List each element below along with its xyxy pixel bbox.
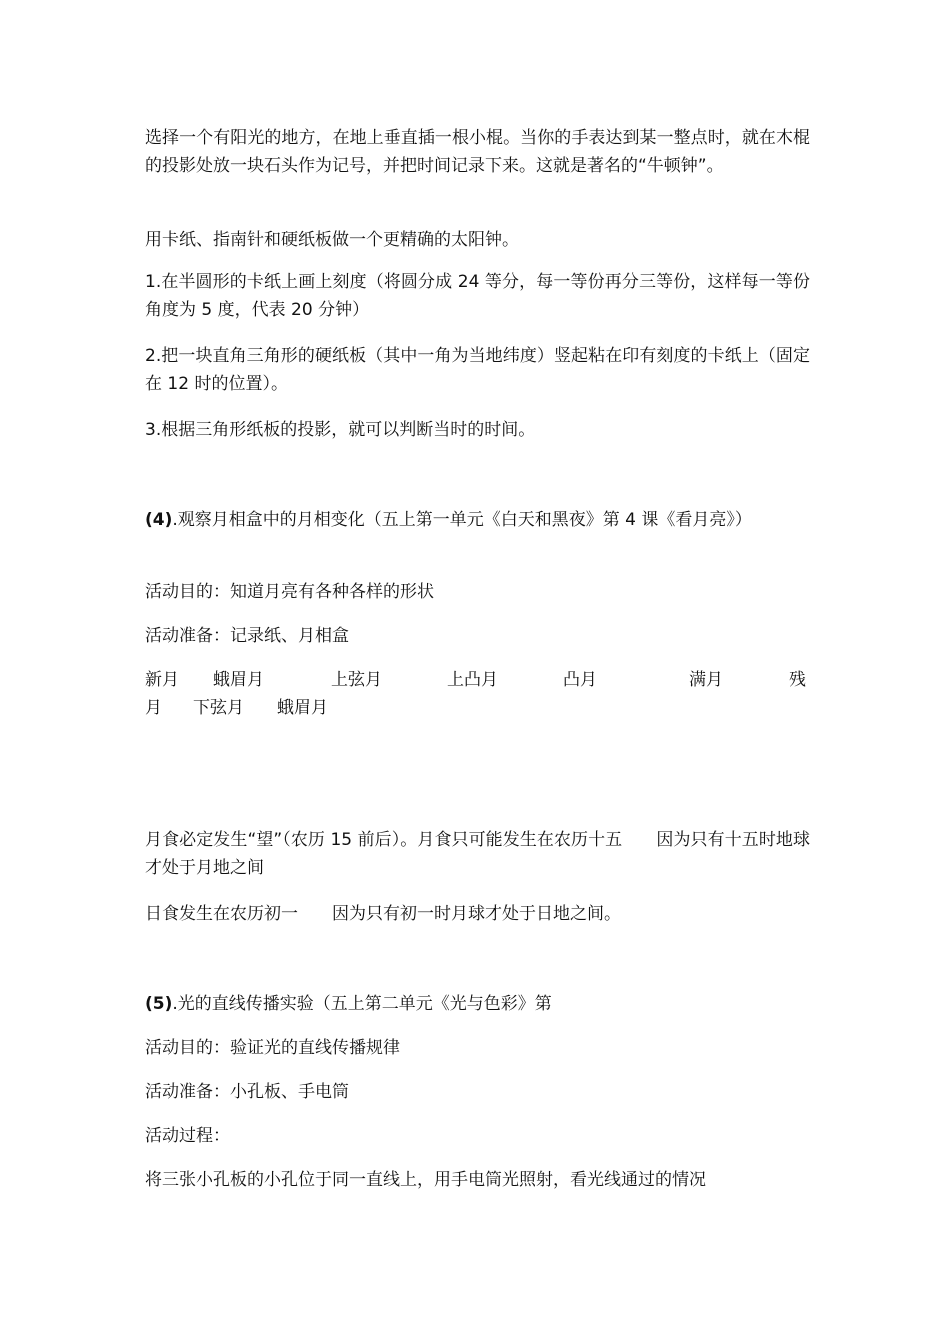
light-activity-goal: 活动目的：验证光的直线传播规律 [145,1038,400,1058]
moon-activity-goal: 活动目的：知道月亮有各种各样的形状 [145,582,434,602]
moon-phase-label: 蛾眉月 [213,670,264,690]
light-section-heading [145,990,810,1018]
moon-phase-label: 月 [145,698,162,718]
moon-section-heading [145,506,810,534]
sundial-intro-paragraph: 选择一个有阳光的地方，在地上垂直插一根小棍。当你的手表达到某一整点时，就在木棍的投影处放一块石头作为记号，并把时间记录下来。这就是著名的“牛顿钟”。 [145,128,810,176]
moon-phase-label: 凸月 [563,670,597,690]
moon-phase-label: 满月 [689,670,723,690]
sundial-step-3: 3.根据三角形纸板的投影，就可以判断当时的时间。 [145,420,536,440]
sundial-better-paragraph: 用卡纸、指南针和硬纸板做一个更精确的太阳钟。 [145,230,519,250]
moon-phase-label: 新月 [145,670,179,690]
solar-eclipse-paragraph: 日食发生在农历初一 因为只有初一时月球才处于日地之间。 [145,904,621,924]
moon-section-number: (4) [145,510,173,530]
light-section-number: (5) [145,994,173,1014]
moon-phase-row-2 [145,694,810,722]
moon-phase-label: 上弦月 [331,670,382,690]
moon-phase-label: 下弦月 [193,698,244,718]
moon-phase-label: 蛾眉月 [277,698,328,718]
moon-activity-prep: 活动准备：记录纸、月相盒 [145,626,349,646]
light-activity-prep: 活动准备：小孔板、手电筒 [145,1082,349,1102]
moon-phase-row-1 [145,666,810,694]
lunar-eclipse-paragraph: 月食必定发生“望”（农历 15 前后）。月食只可能发生在农历十五 因为只有十五时地球才处于月地之间 [145,830,810,878]
sundial-step-1: 1.在半圆形的卡纸上画上刻度（将圆分成 24 等分，每一等份再分三等份，这样每一等份角度为 5 度，代表 20 分钟） [145,272,810,320]
moon-phase-label: 上凸月 [447,670,498,690]
moon-section-title: .观察月相盒中的月相变化（五上第一单元《白天和黑夜》第 4 课《看月亮》） [172,510,752,530]
light-process-paragraph: 将三张小孔板的小孔位于同一直线上，用手电筒光照射，看光线通过的情况 [145,1170,706,1190]
moon-phase-label: 残 [789,670,806,690]
light-process-label: 活动过程： [145,1126,230,1146]
light-section-title: .光的直线传播实验（五上第二单元《光与色彩》第 [172,994,552,1014]
sundial-step-2: 2.把一块直角三角形的硬纸板（其中一角为当地纬度）竖起粘在印有刻度的卡纸上（固定在 12 时的位置）。 [145,346,810,394]
